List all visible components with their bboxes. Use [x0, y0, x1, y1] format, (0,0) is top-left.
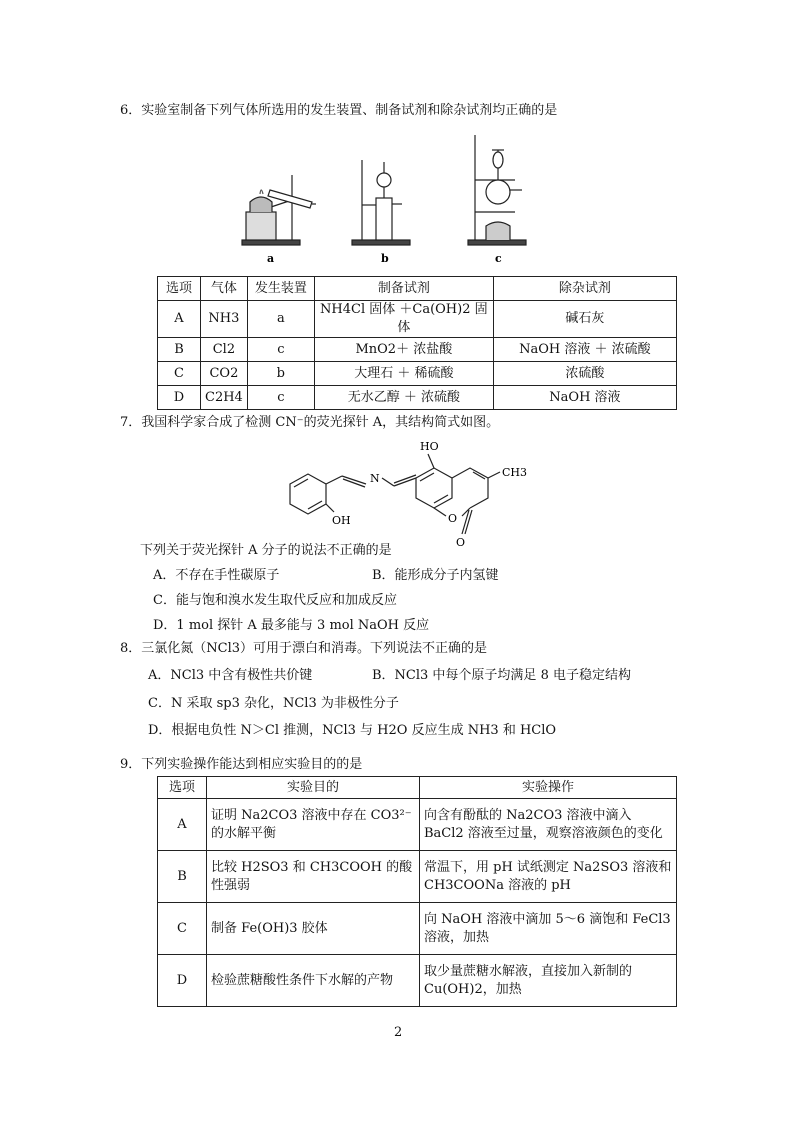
q6-table — [157, 276, 677, 410]
q6-cell: 浓硫酸 — [493, 362, 676, 386]
struct-oh: OH — [332, 514, 351, 527]
q6-cell: NaOH 溶液 — [493, 386, 676, 410]
q6-header-device: 发生装置 — [247, 277, 314, 301]
q6-cell: Cl2 — [201, 338, 248, 362]
struct-ho: HO — [420, 440, 439, 453]
q6-cell: C — [158, 362, 201, 386]
struct-o-keto: O — [456, 536, 466, 549]
q9-option: D — [158, 955, 207, 1007]
q6-cell: A — [158, 301, 201, 338]
struct-ch3: CH3 — [502, 466, 528, 479]
q6-cell: CO2 — [201, 362, 248, 386]
q6-cell: C2H4 — [201, 386, 248, 410]
q6-stem: 6．实验室制备下列气体所选用的发生装置、制备试剂和除杂试剂均正确的是 — [120, 103, 558, 118]
apparatus-label-c: c — [495, 252, 502, 265]
q6-cell: NH3 — [201, 301, 248, 338]
q9-header-option: 选项 — [158, 777, 207, 799]
q9-purpose: 证明 Na2CO3 溶液中存在 CO3²⁻的水解平衡 — [207, 799, 420, 851]
q6-cell: a — [247, 301, 314, 338]
q9-operation: 取少量蔗糖水解液，直接加入新制的 Cu(OH)2，加热 — [420, 955, 677, 1007]
q6-cell: c — [247, 386, 314, 410]
q8-option-b: B．NCl3 中每个原子均满足 8 电子稳定结构 — [372, 668, 631, 683]
q9-purpose: 检验蔗糖酸性条件下水解的产物 — [207, 955, 420, 1007]
q6-header-gas: 气体 — [201, 277, 248, 301]
q6-cell: 大理石 ＋ 稀硫酸 — [314, 362, 493, 386]
page-number: 2 — [394, 1025, 403, 1040]
apparatus-figure — [230, 130, 530, 265]
q9-operation: 常温下，用 pH 试纸测定 Na2SO3 溶液和 CH3COONa 溶液的 pH — [420, 851, 677, 903]
q6-header-option: 选项 — [158, 277, 201, 301]
apparatus-c — [468, 135, 526, 245]
q7-option-d: D．1 mol 探针 A 最多能与 3 mol NaOH 反应 — [153, 618, 430, 633]
q8-option-a: A．NCl3 中含有极性共价键 — [148, 668, 313, 683]
q7-option-c: C．能与饱和溴水发生取代反应和加成反应 — [153, 593, 397, 608]
q9-header-operation: 实验操作 — [420, 777, 677, 799]
q8-option-d: D．根据电负性 N＞Cl 推测，NCl3 与 H2O 反应生成 NH3 和 HClO — [148, 723, 557, 738]
apparatus-a — [242, 175, 316, 245]
q6-cell: b — [247, 362, 314, 386]
q9-header-purpose: 实验目的 — [207, 777, 420, 799]
q7-prompt: 下列关于荧光探针 A 分子的说法不正确的是 — [140, 543, 392, 558]
q7-stem: 7．我国科学家合成了检测 CN⁻的荧光探针 A，其结构简式如图。 — [120, 415, 500, 430]
q9-purpose: 比较 H2SO3 和 CH3COOH 的酸性强弱 — [207, 851, 420, 903]
apparatus-label-a: a — [267, 252, 275, 265]
q6-cell: c — [247, 338, 314, 362]
q6-cell: 碱石灰 — [493, 301, 676, 338]
apparatus-label-b: b — [381, 252, 389, 265]
q6-cell: MnO2＋ 浓盐酸 — [314, 338, 493, 362]
structure-figure — [270, 436, 528, 549]
q9-option: A — [158, 799, 207, 851]
q7-option-a: A．不存在手性碳原子 — [153, 568, 280, 583]
q9-operation: 向 NaOH 溶液中滴加 5～6 滴饱和 FeCl3 溶液，加热 — [420, 903, 677, 955]
q6-header-reagent: 制备试剂 — [314, 277, 493, 301]
q9-table — [157, 776, 677, 1007]
q6-cell: B — [158, 338, 201, 362]
q6-cell: 无水乙醇 ＋ 浓硫酸 — [314, 386, 493, 410]
q8-option-c: C．N 采取 sp3 杂化，NCl3 为非极性分子 — [148, 696, 399, 711]
q7-option-b: B．能形成分子内氢键 — [372, 568, 499, 583]
q8-stem: 8．三氯化氮（NCl3）可用于漂白和消毒。下列说法不正确的是 — [120, 641, 488, 656]
q9-stem: 9．下列实验操作能达到相应实验目的的是 — [120, 757, 363, 772]
q9-option: C — [158, 903, 207, 955]
struct-o-ring: O — [448, 512, 458, 525]
q9-purpose: 制备 Fe(OH)3 胶体 — [207, 903, 420, 955]
q9-operation: 向含有酚酞的 Na2CO3 溶液中滴入 BaCl2 溶液至过量，观察溶液颜色的变化 — [420, 799, 677, 851]
q6-header-purifier: 除杂试剂 — [493, 277, 676, 301]
q9-option: B — [158, 851, 207, 903]
q6-cell: NH4Cl 固体 ＋Ca(OH)2 固体 — [314, 301, 493, 338]
apparatus-b — [352, 160, 410, 245]
q6-cell: D — [158, 386, 201, 410]
struct-n: N — [370, 472, 380, 485]
q6-cell: NaOH 溶液 ＋ 浓硫酸 — [493, 338, 676, 362]
